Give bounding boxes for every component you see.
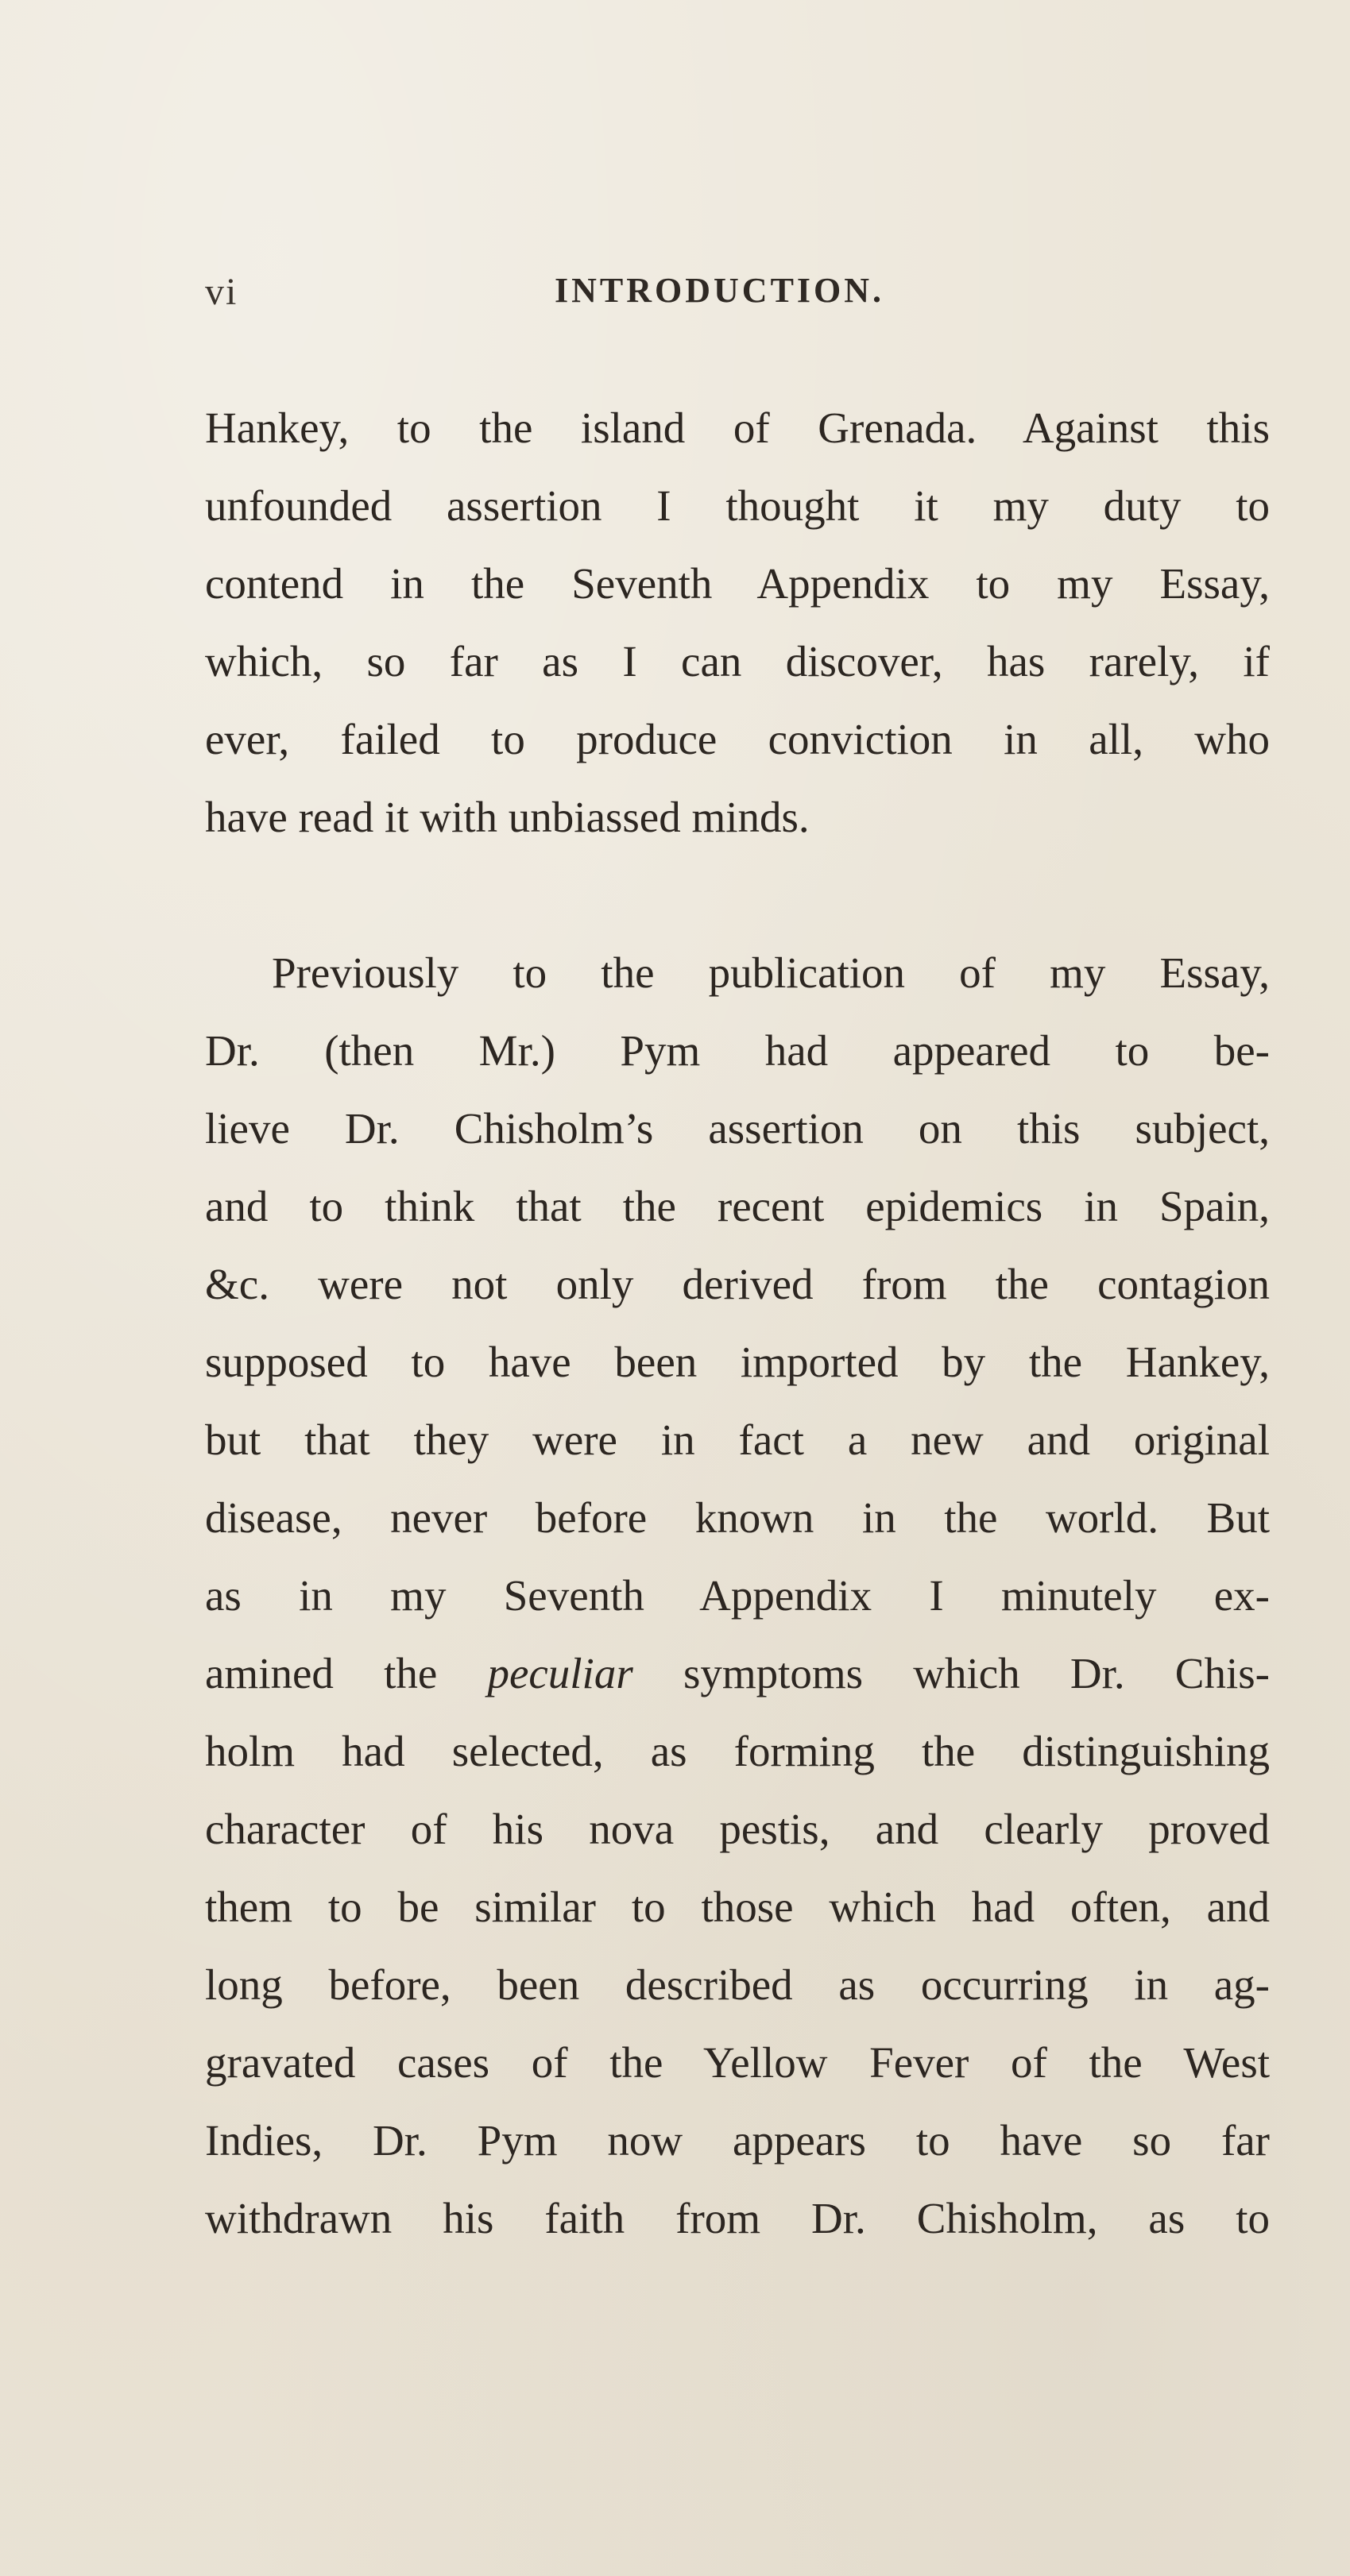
- text-line: Previously to the publication of my Essay,: [272, 948, 1270, 997]
- text-line: withdrawn his faith from Dr. Chisholm, as to: [205, 2194, 1270, 2242]
- text-line: supposed to have been imported by the Hankey,: [205, 1338, 1270, 1386]
- text-line: holm had selected, as forming the distinguishing: [205, 1727, 1270, 1775]
- text-line: contend in the Seventh Appendix to my Essay,: [205, 559, 1270, 608]
- text-line: Indies, Dr. Pym now appears to have so far: [205, 2116, 1270, 2165]
- text-line: but that they were in fact a new and original: [205, 1415, 1270, 1464]
- page-header: [205, 270, 1270, 334]
- text-line: Dr. (then Mr.) Pym had appeared to be-: [205, 1026, 1270, 1075]
- text-line: as in my Seventh Appendix I minutely ex-: [205, 1571, 1270, 1620]
- text-segment: amined the: [205, 1649, 488, 1697]
- text-line: long before, been described as occurring in ag-: [205, 1960, 1270, 2009]
- text-line: character of his nova pestis, and clearly proved: [205, 1805, 1270, 1853]
- text-line: &c. were not only derived from the contagion: [205, 1260, 1270, 1308]
- text-line: disease, never before known in the world. But: [205, 1493, 1270, 1542]
- text-line: have read it with unbiassed minds.: [205, 793, 810, 841]
- text-line: which, so far as I can discover, has rarely, if: [205, 637, 1270, 686]
- paragraph-2: [205, 934, 1270, 2257]
- text-line: Hankey, to the island of Grenada. Against this: [205, 404, 1270, 452]
- text-line: lieve Dr. Chisholm’s assertion on this subject,: [205, 1104, 1270, 1153]
- italic-word: peculiar: [487, 1649, 633, 1697]
- text-line-with-italic: [205, 1635, 1270, 1713]
- text-line: and to think that the recent epidemics in Spain,: [205, 1182, 1270, 1230]
- paragraph-spacer: [205, 856, 1270, 934]
- paragraph-1: [205, 389, 1270, 856]
- body-text: [205, 389, 1270, 2257]
- running-head: INTRODUCTION.: [555, 271, 885, 310]
- page-number: vi: [205, 271, 238, 313]
- text-line: ever, failed to produce conviction in all, who: [205, 715, 1270, 763]
- text-line: unfounded assertion I thought it my duty to: [205, 481, 1270, 530]
- text-line: them to be similar to those which had often, and: [205, 1883, 1270, 1931]
- text-line: gravated cases of the Yellow Fever of the West: [205, 2038, 1270, 2087]
- text-segment: symptoms which Dr. Chis-: [632, 1649, 1270, 1697]
